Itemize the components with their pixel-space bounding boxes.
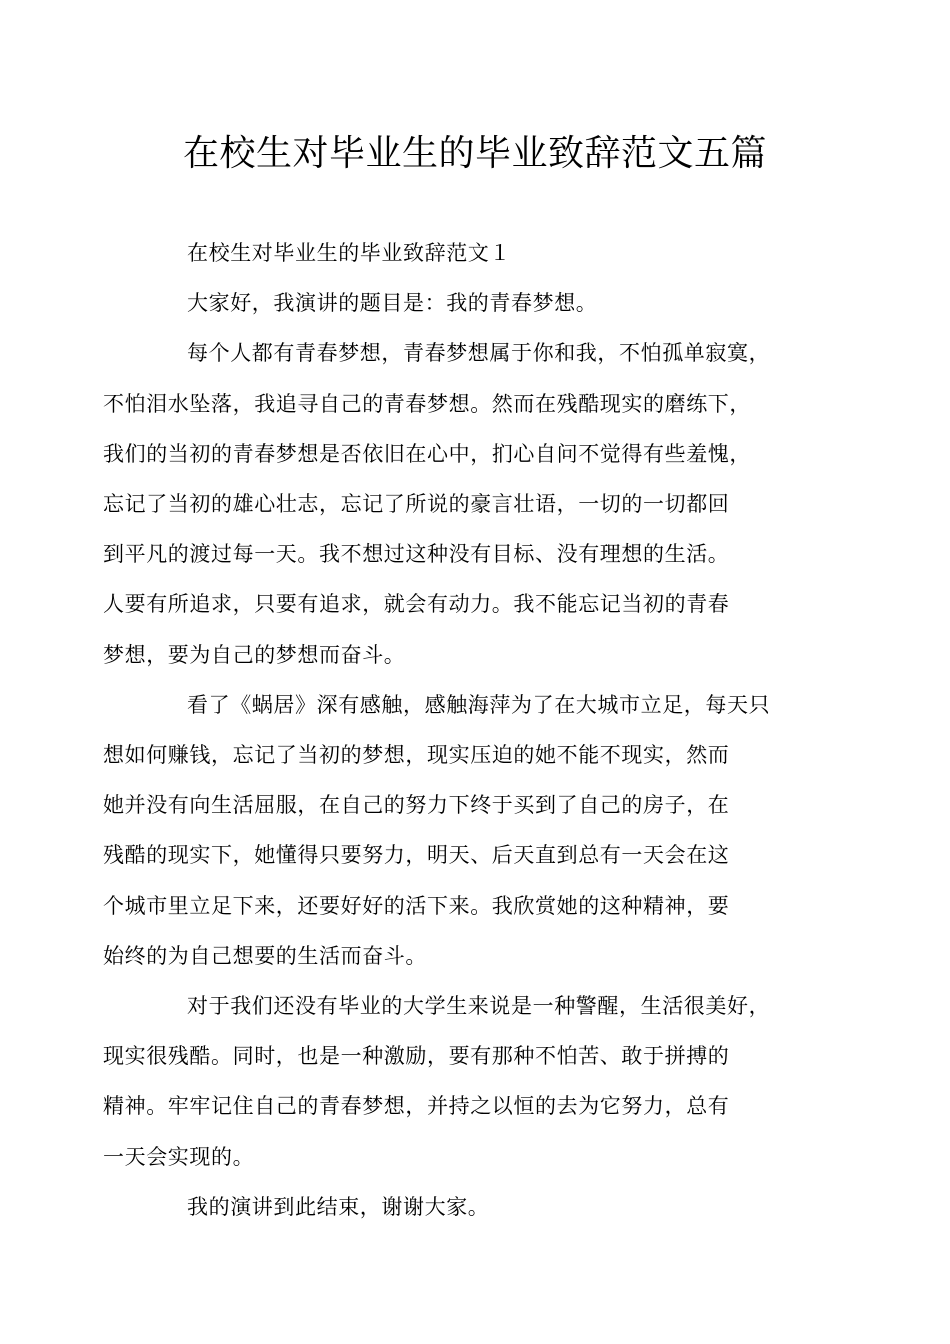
paragraph-line: 一天会实现的。 [103,1144,255,1169]
paragraph-line: 个城市里立足下来，还要好好的活下来。我欣赏她的这种精神，要 [103,893,730,918]
greeting-paragraph: 大家好，我演讲的题目是：我的青春梦想。 [187,291,598,316]
paragraph-line: 人要有所追求，只要有追求，就会有动力。我不能忘记当初的青春 [103,592,730,617]
paragraph-line: 梦想，要为自己的梦想而奋斗。 [103,642,406,667]
paragraph-line: 始终的为自己想要的生活而奋斗。 [103,943,427,968]
paragraph-line: 每个人都有青春梦想，青春梦想属于你和我，不怕孤单寂寞， [187,341,771,366]
paragraph-line: 不怕泪水坠落，我追寻自己的青春梦想。然而在残酷现实的磨练下， [103,391,751,416]
section-heading: 在校生对毕业生的毕业致辞范文１ [187,241,511,265]
paragraph-line: 忘记了当初的雄心壮志，忘记了所说的豪言壮语，一切的一切都回 [103,492,730,517]
paragraph-1 [103,328,825,679]
paragraph-line: 看了《蜗居》深有感触，感触海萍为了在大城市立足，每天只 [187,692,771,717]
paragraph-line: 现实很残酷。同时，也是一种激励，要有那种不怕苦、敢于拼搏的 [103,1044,730,1069]
paragraph-3 [103,981,825,1182]
closing-paragraph: 我的演讲到此结束，谢谢大家。 [187,1194,490,1219]
paragraph-line: 对于我们还没有毕业的大学生来说是一种警醒，生活很美好， [187,994,771,1019]
paragraph-line: 想如何赚钱，忘记了当初的梦想，现实压迫的她不能不现实，然而 [103,743,730,768]
document-title: 在校生对毕业生的毕业致辞范文五篇 [182,133,767,174]
paragraph-line: 我们的当初的青春梦想是否依旧在心中，扪心自问不觉得有些羞愧， [103,441,751,466]
paragraph-line: 残酷的现实下，她懂得只要努力，明天、后天直到总有一天会在这 [103,843,730,868]
paragraph-line: 她并没有向生活屈服，在自己的努力下终于买到了自己的房子，在 [103,793,730,818]
paragraph-2 [103,680,825,981]
paragraph-line: 精神。牢牢记住自己的青春梦想，并持之以恒的去为它努力，总有 [103,1094,730,1119]
paragraph-line: 到平凡的渡过每一天。我不想过这种没有目标、没有理想的生活。 [103,542,730,567]
document-body [103,228,825,1232]
